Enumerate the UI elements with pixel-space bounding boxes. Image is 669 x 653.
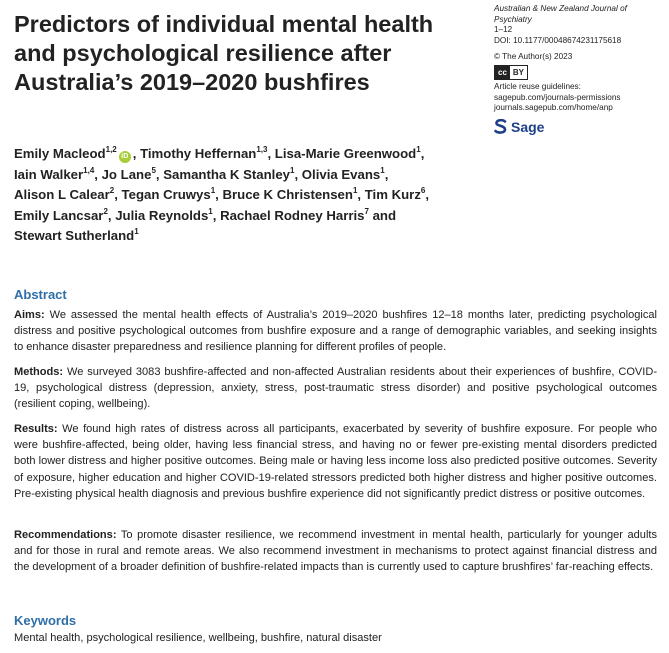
methods-text: We surveyed 3083 bushfire-affected and non-affected Australian residents about their experiences of bushfire, COVID-19, psychological distress (depression, anxiety, stress, post-traumatic stress disorder) and positive psychological outcomes (resilient coping, wellbeing). [14,366,657,411]
abstract-heading: Abstract [14,287,67,302]
author-separator: , [420,146,425,161]
recommendations-text: To promote disaster resilience, we recommend investment in mental health, particularly for younger adults and for those in rural and remote areas. We also recommend investment in mechanisms to protect against financial distress and the development of a broader definition of bushfire-related impacts than is currently used to capture brushfires’ far-reaching effects. [14,529,657,574]
author-list [14,144,574,247]
author-affiliation: 1 [290,165,295,175]
aims-text: We assessed the mental health effects of Australia’s 2019–2020 bushfires 12–18 months later, predicting psychological distress and positive psychological outcomes from bushfire exposure and a range of demographic variables, and seeking insights to enhance disaster preparedness and resilience planning for different profiles of people. [14,309,657,354]
author-name: Iain Walker [14,166,84,182]
results-label: Results: [14,423,58,435]
reuse-label: Article reuse guidelines: [494,81,581,91]
author-separator: , [215,187,223,203]
publisher-logo[interactable] [494,119,666,136]
copyright: © The Author(s) 2023 [494,52,573,62]
author-separator: , [132,146,141,161]
abstract-aims [14,307,657,356]
author-name: Tim Kurz [364,187,421,203]
author-affiliation: 1 [352,186,358,196]
author-name: Emily Macleod [14,146,106,161]
author-affiliation: 1,3 [256,145,268,154]
author-name: Tegan Cruwys [121,187,211,203]
author-separator: , [94,166,102,182]
author-separator: , [357,187,365,203]
author-separator: , [267,146,275,161]
author-name: Olivia Evans [301,166,381,182]
cc-icon: cc [495,66,510,79]
cc-by-license-badge[interactable] [494,65,528,80]
abstract-recommendations [14,527,657,576]
article-metadata [494,4,666,135]
author-separator: , [384,166,389,182]
author-affiliation: 6 [420,186,426,196]
doi[interactable]: DOI: 10.1177/00048674231175618 [494,35,622,45]
author-separator: , [107,207,116,223]
author-affiliation: 1,2 [105,145,117,154]
results-text: We found high rates of distress across all participants, exacerbated by severity of bushfire exposure. For people who were bushfire-affected, being older, having less financial stress, and having no or fewer pre-existing mental disorders predicted both lower distress and higher positive outcomes. Being male or having less income loss also predicted positive outcomes. Severity of exposure, higher education and higher COVID-19-related stressors predicted both higher distress and higher positive outcomes. Pre-existing physical health diagnosis and previous bushfire experience did not significantly predict distress or positive outcomes. [14,423,657,500]
author-separator: , [425,187,430,203]
orcid-icon[interactable]: iD [119,151,131,163]
journal-name: Australian & New Zealand Journal of Psychiatry [494,4,627,24]
author-name: Alison L Calear [14,187,110,203]
abstract-results [14,421,657,502]
author-name: Emily Lancsar [14,207,104,223]
author-affiliation: 1 [134,227,139,237]
author-affiliation: 1 [416,145,421,154]
author-affiliation: 1 [380,165,385,175]
keywords-text: Mental health, psychological resilience, wellbeing, bushfire, natural disaster [14,632,382,644]
author-affiliation: 2 [109,186,115,196]
author-affiliation: 5 [151,165,156,175]
publisher-name: Sage [511,118,545,135]
author-name: Julia Reynolds [115,207,209,223]
author-name: Timothy Heffernan [140,146,257,161]
recommendations-label: Recommendations: [14,529,117,541]
article-title: Predictors of individual mental health and psychological resilience after Australia’s 2019–2020 bushfires [14,11,434,95]
page-range: 1–12 [494,25,513,35]
author-name: Stewart Sutherland [14,228,135,244]
abstract-methods [14,364,657,413]
keywords-heading: Keywords [14,613,77,628]
author-separator: , [155,166,164,182]
author-separator: , [114,187,122,203]
author-affiliation: 2 [103,206,108,216]
author-affiliation: 1 [208,206,213,216]
permissions-link[interactable]: sagepub.com/journals-permissions [494,92,621,102]
author-affiliation: 7 [364,206,369,216]
author-separator: and [368,207,397,223]
aims-label: Aims: [14,309,45,321]
author-name: Samantha K Stanley [163,166,291,182]
author-separator: , [212,207,221,223]
by-icon: BY [512,67,525,77]
author-affiliation: 1 [210,186,216,196]
author-name: Lisa-Marie Greenwood [274,146,417,161]
author-name: Rachael Rodney Harris [220,207,365,223]
sage-s-icon [494,119,507,136]
author-affiliation: 1,4 [83,165,95,175]
author-separator: , [294,166,302,182]
author-name: Bruce K Christensen [222,187,353,203]
methods-label: Methods: [14,366,64,378]
journal-home-link[interactable]: journals.sagepub.com/home/anp [494,103,613,113]
author-name: Jo Lane [101,166,152,182]
